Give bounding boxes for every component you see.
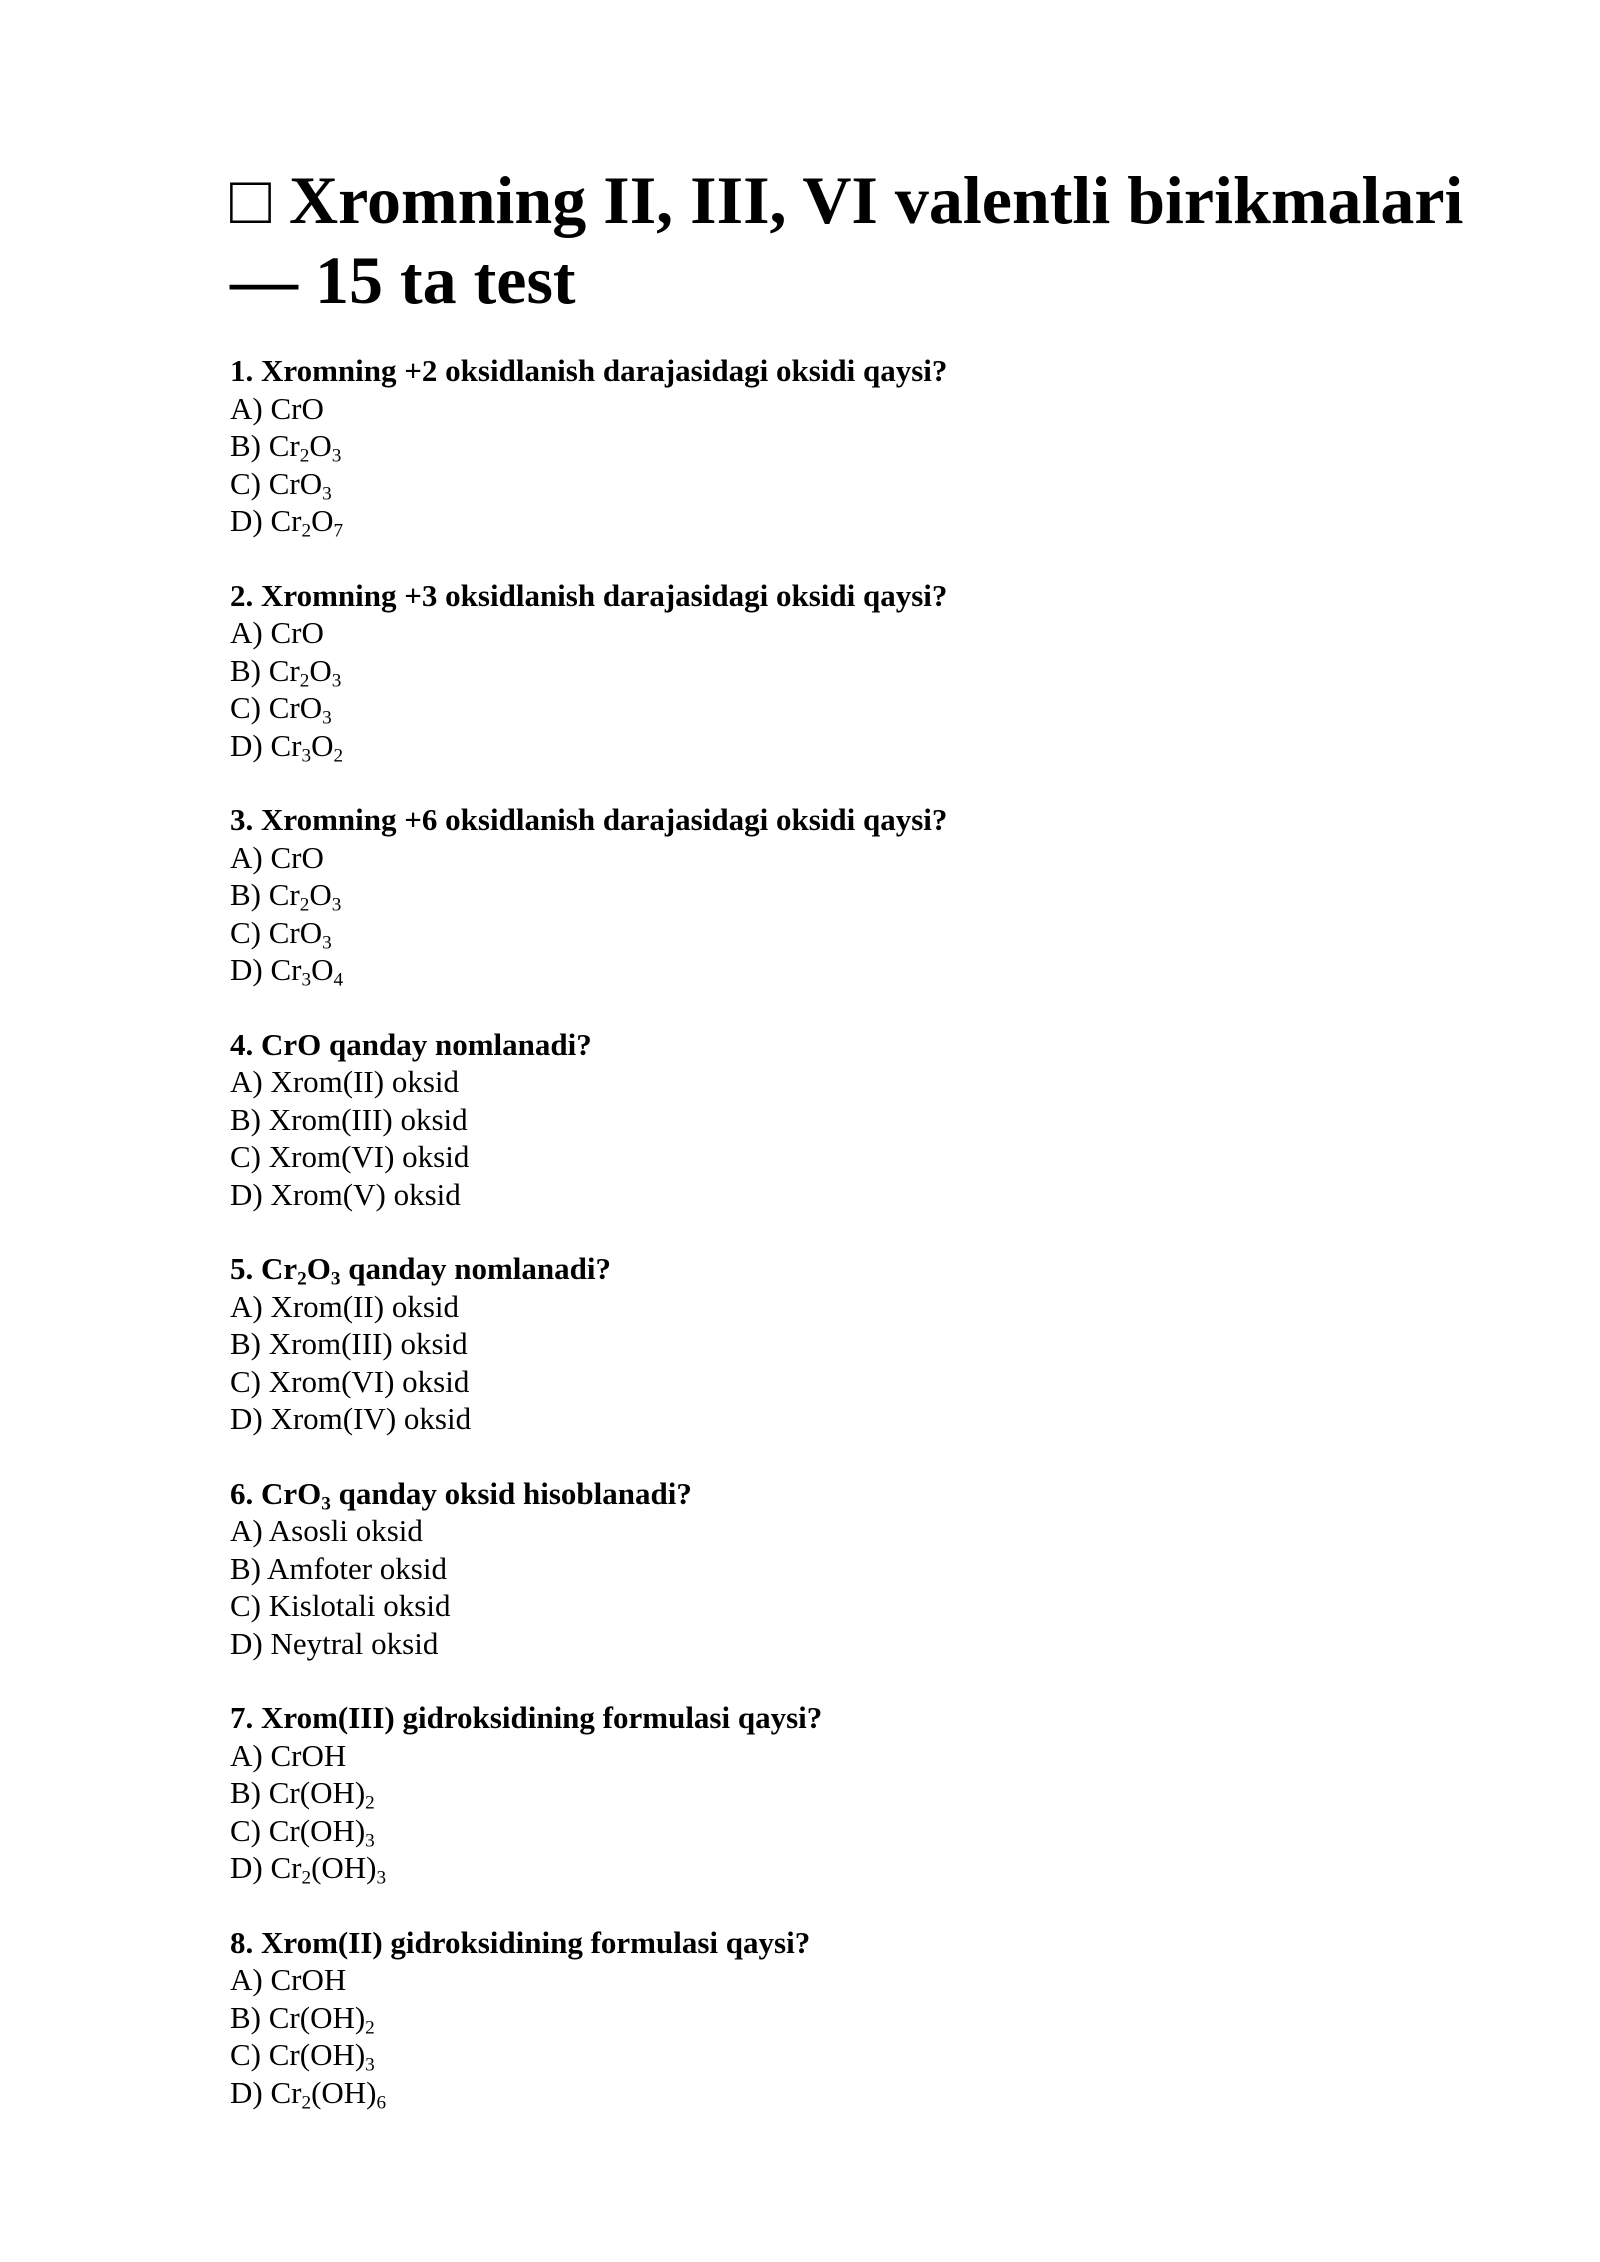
question-number: 8. <box>230 1924 254 1960</box>
option-text-segment: (OH) <box>311 2074 377 2110</box>
answer-option <box>230 614 1430 652</box>
answer-option <box>230 502 1430 540</box>
answer-option <box>230 1400 1430 1438</box>
question-block <box>230 577 1430 765</box>
option-text-segment: O <box>309 652 332 688</box>
subscript: 7 <box>333 520 344 542</box>
option-text-segment: C) Xrom(VI) oksid <box>230 1139 470 1174</box>
question-text <box>230 1699 1430 1737</box>
option-text-segment: C) Xrom(VI) oksid <box>230 1363 470 1399</box>
option-text-segment: B) Xrom(III) oksid <box>230 1101 468 1137</box>
answer-option <box>230 1063 1430 1101</box>
answer-option <box>230 1288 1430 1326</box>
subscript: 2 <box>301 1867 312 1889</box>
option-text-segment: O <box>309 428 332 463</box>
subscript: 3 <box>321 1492 331 1514</box>
answer-option <box>230 1176 1430 1214</box>
option-text-segment: A) CrOH <box>230 1962 347 1997</box>
option-text-segment: B) Cr <box>230 428 300 463</box>
question-text <box>230 1924 1430 1962</box>
question-text-segment: Xromning +6 oksidlanish darajasidagi oksidi qaysi? <box>261 802 948 837</box>
question-text-segment: Xrom(II) gidroksidining formulasi qaysi? <box>261 1924 811 1960</box>
subscript: 3 <box>376 1867 387 1889</box>
question-block <box>230 1026 1430 1214</box>
answer-option <box>230 1849 1430 1887</box>
subscript: 3 <box>365 2054 375 2076</box>
option-text-segment: D) Xrom(IV) oksid <box>230 1401 472 1436</box>
subscript: 6 <box>376 2091 387 2113</box>
subscript: 3 <box>331 445 342 467</box>
question-text-segment: Cr <box>261 1251 298 1286</box>
subscript: 3 <box>330 1268 341 1290</box>
answer-option <box>230 390 1430 428</box>
option-text-segment: A) CrO <box>230 839 324 875</box>
answer-option <box>230 2074 1430 2112</box>
subscript: 4 <box>333 969 344 991</box>
answer-option <box>230 1325 1430 1363</box>
answer-option <box>230 839 1430 877</box>
answer-option <box>230 465 1430 503</box>
question-text-segment: qanday oksid hisoblanadi? <box>330 1475 692 1511</box>
page-title <box>230 160 1530 320</box>
option-text-segment: A) CrO <box>230 390 324 426</box>
subscript: 2 <box>299 669 310 691</box>
answer-option <box>230 1737 1430 1775</box>
option-text-segment: C) Cr(OH) <box>230 2037 366 2072</box>
question-text-segment: qanday nomlanadi? <box>340 1251 611 1286</box>
option-text-segment: A) Asosli oksid <box>230 1513 423 1548</box>
answer-option <box>230 1101 1430 1139</box>
question-block <box>230 1699 1430 1887</box>
subscript: 2 <box>299 894 310 916</box>
option-text-segment: B) Xrom(III) oksid <box>230 1326 468 1361</box>
answer-option <box>230 914 1430 952</box>
option-text-segment: A) Xrom(II) oksid <box>230 1288 460 1324</box>
question-number: 5. <box>230 1251 254 1286</box>
subscript: 3 <box>301 969 312 991</box>
answer-option <box>230 427 1430 465</box>
option-text-segment: A) CrO <box>230 615 324 650</box>
question-block <box>230 1924 1430 2112</box>
title-text: Xromning II, III, VI valentli birikmalari — 15 ta test <box>230 162 1464 318</box>
question-text <box>230 577 1430 615</box>
subscript: 2 <box>301 2091 312 2113</box>
answer-option <box>230 951 1430 989</box>
subscript: 2 <box>297 1268 307 1290</box>
option-text-segment: A) Xrom(II) oksid <box>230 1064 460 1099</box>
question-text <box>230 1250 1430 1288</box>
answer-option <box>230 1550 1430 1588</box>
option-text-segment: D) Cr <box>230 2074 302 2110</box>
option-text-segment: C) Cr(OH) <box>230 1812 366 1848</box>
answer-option <box>230 1999 1430 2037</box>
question-text <box>230 1026 1430 1064</box>
subscript: 3 <box>331 894 342 916</box>
question-text-segment: CrO qanday nomlanadi? <box>261 1026 592 1062</box>
answer-option <box>230 2036 1430 2074</box>
answer-option <box>230 1812 1430 1850</box>
subscript: 2 <box>333 744 344 766</box>
option-text-segment: C) CrO <box>230 690 323 725</box>
answer-option <box>230 1625 1430 1663</box>
question-number: 4. <box>230 1026 254 1062</box>
question-number: 2. <box>230 577 254 613</box>
answer-option <box>230 1138 1430 1176</box>
question-number: 7. <box>230 1700 254 1735</box>
answer-option <box>230 1363 1430 1401</box>
option-text-segment: B) Cr(OH) <box>230 1775 366 1810</box>
question-text-segment: Xromning +3 oksidlanish darajasidagi oksidi qaysi? <box>261 577 948 613</box>
subscript: 2 <box>299 445 310 467</box>
option-text-segment: O <box>311 503 334 538</box>
option-text-segment: (OH) <box>311 1850 377 1885</box>
missing-glyph-icon: □ <box>230 162 272 238</box>
option-text-segment: C) CrO <box>230 465 323 501</box>
question-text <box>230 1475 1430 1513</box>
subscript: 3 <box>322 707 332 729</box>
option-text-segment: D) Neytral oksid <box>230 1625 439 1661</box>
option-text-segment: B) Cr <box>230 652 300 688</box>
option-text-segment: B) Amfoter oksid <box>230 1550 447 1586</box>
question-text <box>230 801 1430 839</box>
answer-option <box>230 689 1430 727</box>
subscript: 3 <box>322 482 332 504</box>
question-block <box>230 801 1430 989</box>
option-text-segment: D) Cr <box>230 1850 302 1885</box>
subscript: 2 <box>365 1792 375 1814</box>
option-text-segment: B) Cr(OH) <box>230 1999 366 2035</box>
answer-option <box>230 1587 1430 1625</box>
subscript: 3 <box>331 669 342 691</box>
answer-option <box>230 1512 1430 1550</box>
option-text-segment: O <box>311 727 334 763</box>
question-number: 1. <box>230 353 254 388</box>
answer-option <box>230 1961 1430 1999</box>
question-block <box>230 1250 1430 1438</box>
option-text-segment: B) Cr <box>230 877 300 912</box>
subscript: 2 <box>365 2016 375 2038</box>
option-text-segment: O <box>309 877 332 912</box>
answer-option <box>230 727 1430 765</box>
answer-option <box>230 876 1430 914</box>
answer-option <box>230 1774 1430 1812</box>
option-text-segment: O <box>311 952 334 987</box>
subscript: 3 <box>322 931 332 953</box>
subscript: 3 <box>301 744 312 766</box>
option-text-segment: D) Xrom(V) oksid <box>230 1176 461 1212</box>
question-text-segment: Xrom(III) gidroksidining formulasi qaysi? <box>261 1700 823 1735</box>
option-text-segment: A) CrOH <box>230 1737 347 1773</box>
question-text-segment: O <box>306 1251 331 1286</box>
option-text-segment: D) Cr <box>230 503 302 538</box>
option-text-segment: D) Cr <box>230 952 302 987</box>
question-block <box>230 1475 1430 1663</box>
question-number: 6. <box>230 1475 254 1511</box>
option-text-segment: D) Cr <box>230 727 302 763</box>
question-number: 3. <box>230 802 254 837</box>
answer-option <box>230 652 1430 690</box>
option-text-segment: C) Kislotali oksid <box>230 1588 451 1623</box>
question-list <box>230 352 1430 2148</box>
question-block <box>230 352 1430 540</box>
question-text-segment: CrO <box>261 1475 322 1511</box>
subscript: 2 <box>301 520 312 542</box>
question-text <box>230 352 1430 390</box>
question-text-segment: Xromning +2 oksidlanish darajasidagi oksidi qaysi? <box>261 353 948 388</box>
subscript: 3 <box>365 1829 375 1851</box>
option-text-segment: C) CrO <box>230 914 323 950</box>
